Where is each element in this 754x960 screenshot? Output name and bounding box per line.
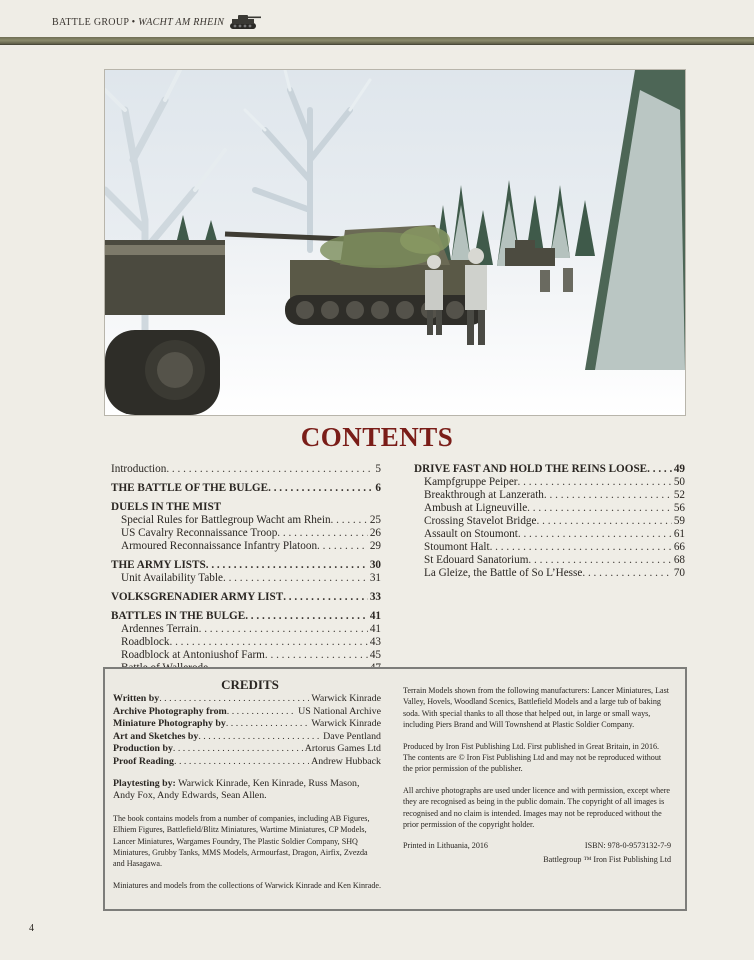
archive-note: All archive photographs are used under licence and with permission, except where they are recognised as being in the public domain. The copyright of all images is recognised and no claim is intended. Images may not be reproduced without the prior permission of the copyright holder. <box>403 785 670 830</box>
models-note: The book contains models from a number of companies, including AB Figures, Elhiem Figures, Battlefield/Blitz Miniatures, Wartime Miniatures, CP Models, Lancer Miniatures, Wargames Foundry, The Plastic Soldier Company, SHQ Miniatures, Grubby Tanks, MMS Models, Armourfast, Dragon, Airfix, Zvezda and Hasagawa. <box>113 813 370 869</box>
toc-heading-volksgrenadier[interactable]: VOLKSGRENADIER ARMY LIST . . . 33 <box>111 591 381 604</box>
page-number: 4 <box>29 923 34 934</box>
credits-title: CREDITS <box>221 677 279 692</box>
page-header <box>0 0 754 48</box>
toc-entry-assault-stoumont[interactable]: Assault on Stoumont . . . 61 <box>414 528 685 541</box>
isbn: ISBN: 978-0-9573132-7-9 <box>584 841 671 851</box>
credit-line: Written by . . . Warwick Kinrade <box>113 693 381 706</box>
hero-photo <box>104 69 686 416</box>
credits-box <box>103 667 687 911</box>
printed-location: Printed in Lithuania, 2016 <box>403 841 488 851</box>
playtesting-credits: Playtesting by: Warwick Kinrade, Ken Kinrade, Russ Mason, Andy Fox, Andy Edwards, Sean Allen. <box>113 777 360 802</box>
toc-entry-ambush-ligneuville[interactable]: Ambush at Ligneuville . . . 56 <box>414 502 685 515</box>
toc-left-column <box>111 463 381 675</box>
header-rule <box>0 37 754 45</box>
toc-heading-drive-fast[interactable]: DRIVE FAST AND HOLD THE REINS LOOSE . . . 49 <box>414 463 685 476</box>
print-info <box>403 840 671 851</box>
credit-line: Proof Reading . . . Andrew Hubback <box>113 756 381 769</box>
credits-left-column <box>113 693 381 891</box>
header-bullet: • <box>131 17 136 28</box>
trademark-line: Battlegroup ™ Iron Fist Publishing Ltd <box>543 854 671 864</box>
toc-entry-armoured-recon[interactable]: Armoured Reconnaissance Infantry Platoon . . . 29 <box>111 540 381 553</box>
toc-heading-army-lists[interactable]: THE ARMY LISTS . . . 30 <box>111 559 381 572</box>
credit-line: Art and Sketches by . . . Dave Pentland <box>113 731 381 744</box>
toc-entry-roadblock-antoniushof[interactable]: Roadblock at Antoniushof Farm . . . 45 <box>111 649 381 662</box>
series-title: BATTLE GROUP <box>52 17 129 28</box>
toc-entry-st-edouard[interactable]: St Edouard Sanatorium . . . 68 <box>414 554 685 567</box>
toc-entry-roadblock[interactable]: Roadblock . . . 43 <box>111 636 381 649</box>
toc-entry-introduction[interactable]: Introduction . . . 5 <box>111 463 381 476</box>
contents-title: CONTENTS <box>300 422 454 452</box>
toc-entry-la-gleize[interactable]: La Gleize, the Battle of So L’Hesse . . . 70 <box>414 567 685 580</box>
toc-entry-stoumont-halt[interactable]: Stoumont Halt . . . 66 <box>414 541 685 554</box>
credit-line: Miniature Photography by . . . Warwick Kinrade <box>113 718 381 731</box>
toc-right-column <box>414 463 685 580</box>
credits-right-column <box>403 685 671 865</box>
tank-icon <box>226 13 262 31</box>
publisher-note: Produced by Iron Fist Publishing Ltd. First published in Great Britain, in 2016. The contents are © Iron Fist Publishing Ltd and may not be reproduced without the prior permission of the publisher. <box>403 741 662 774</box>
toc-entry-crossing-stavelot[interactable]: Crossing Stavelot Bridge . . . 59 <box>414 515 685 528</box>
winter-diorama-illustration <box>105 70 685 415</box>
toc-entry-ardennes-terrain[interactable]: Ardennes Terrain . . . 41 <box>111 623 381 636</box>
credit-line: Production by . . . Artorus Games Ltd <box>113 743 381 756</box>
toc-entry-kampfgruppe-peiper[interactable]: Kampfgruppe Peiper . . . 50 <box>414 476 685 489</box>
credit-line: Archive Photography from . . . US National Archive <box>113 706 381 719</box>
toc-heading-duels-in-the-mist[interactable]: DUELS IN THE MIST <box>111 501 222 513</box>
toc-entry-us-cavalry[interactable]: US Cavalry Reconnaissance Troop . . . 26 <box>111 527 381 540</box>
toc-heading-battle-of-the-bulge[interactable]: THE BATTLE OF THE BULGE . . . 6 <box>111 482 381 495</box>
toc-heading-battles-in-the-bulge[interactable]: BATTLES IN THE BULGE . . . 41 <box>111 610 381 623</box>
running-header <box>52 17 224 28</box>
toc-entry-special-rules[interactable]: Special Rules for Battlegroup Wacht am Rhein . . . 25 <box>111 514 381 527</box>
toc-entry-unit-availability[interactable]: Unit Availability Table . . . 31 <box>111 572 381 585</box>
book-title: WACHT AM RHEIN <box>138 17 225 28</box>
terrain-note: Terrain Models shown from the following manufacturers: Lancer Miniatures, Last Valley, Hovels, Woodland Scenics, Battlefield Models and a large tub of baking soda. With special thanks to all those that helped out, in large or small ways, including Piers Brand and Will Townshend at Plastic Soldier Company. <box>403 686 669 730</box>
collections-note: Miniatures and models from the collections of Warwick Kinrade and Ken Kinrade. <box>113 880 382 890</box>
toc-entry-breakthrough-lanzerath[interactable]: Breakthrough at Lanzerath . . . 52 <box>414 489 685 502</box>
